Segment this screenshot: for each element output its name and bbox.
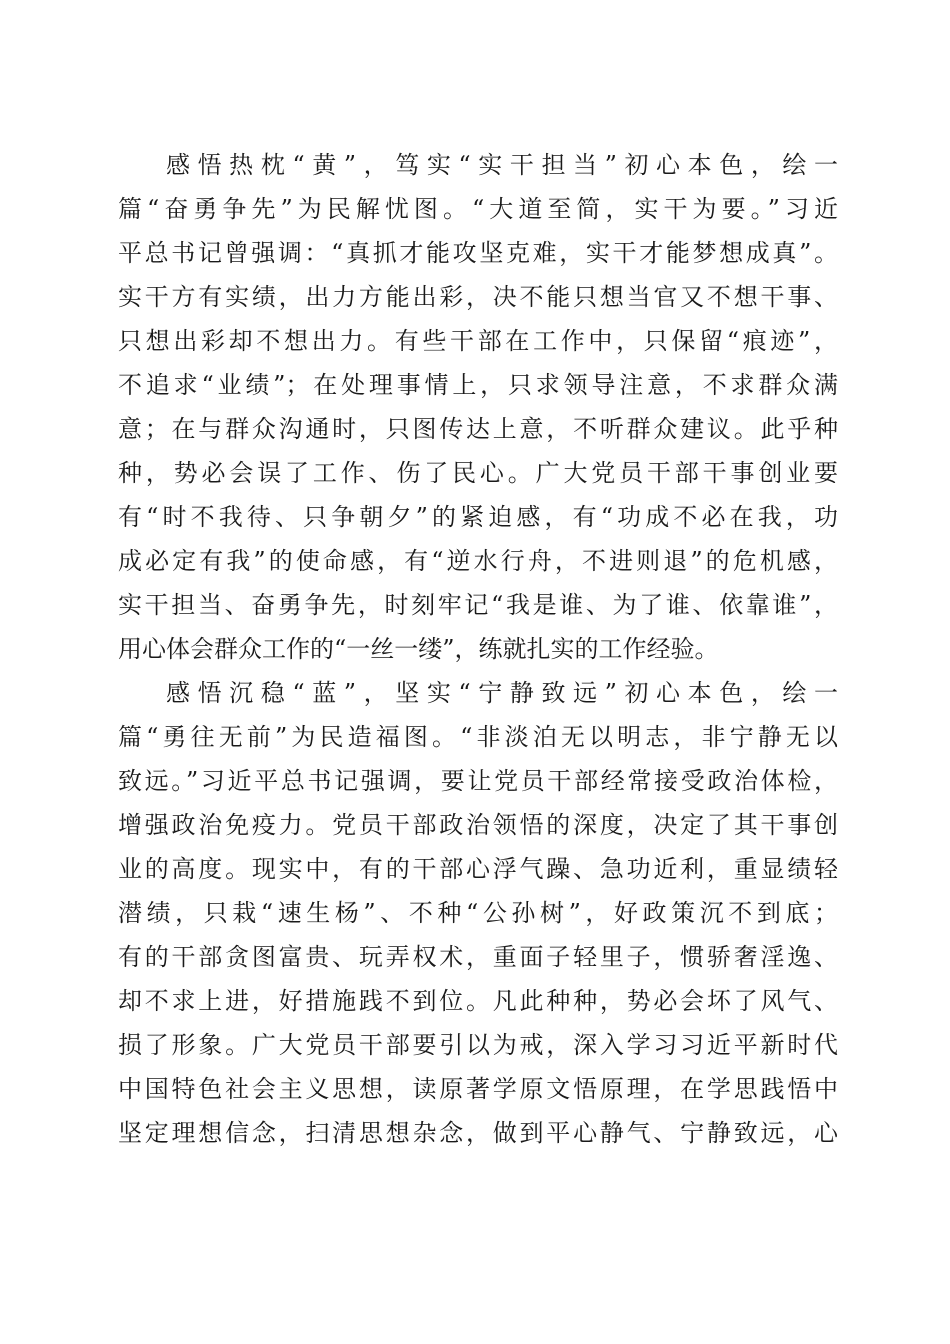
text-line: 平总书记曾强调：“真抓才能攻坚克难，实干才能梦想成真”。 xyxy=(118,239,838,267)
text-line: 种，势必会误了工作、伤了民心。广大党员干部干事创业要 xyxy=(118,459,838,487)
text-line: 感悟热枕“黄”，笃实“实干担当”初心本色，绘一 xyxy=(166,151,838,179)
text-line: 用心体会群众工作的“一丝一缕”，练就扎实的工作经验。 xyxy=(118,635,719,663)
text-line: 篇“奋勇争先”为民解忧图。“大道至简，实干为要。”习近 xyxy=(118,195,838,223)
text-line: 潜绩，只栽“速生杨”、不种“公孙树”，好政策沉不到底； xyxy=(118,899,838,927)
text-line: 业的高度。现实中，有的干部心浮气躁、急功近利，重显绩轻 xyxy=(118,855,838,883)
text-line: 成必定有我”的使命感，有“逆水行舟，不进则退”的危机感， xyxy=(118,547,838,575)
text-line: 实干担当、奋勇争先，时刻牢记“我是谁、为了谁、依靠谁”， xyxy=(118,591,838,619)
text-line: 有“时不我待、只争朝夕”的紧迫感，有“功成不必在我，功 xyxy=(118,503,838,531)
text-line: 篇“勇往无前”为民造福图。“非淡泊无以明志，非宁静无以 xyxy=(118,723,838,751)
text-line: 意；在与群众沟通时，只图传达上意，不听群众建议。此乎种 xyxy=(118,415,838,443)
text-line: 中国特色社会主义思想，读原著学原文悟原理，在学思践悟中 xyxy=(118,1075,838,1103)
text-line: 实干方有实绩，出力方能出彩，决不能只想当官又不想干事、 xyxy=(118,283,838,311)
text-line: 只想出彩却不想出力。有些干部在工作中，只保留“痕迹”， xyxy=(118,327,838,355)
text-line: 增强政治免疫力。党员干部政治领悟的深度，决定了其干事创 xyxy=(118,811,838,839)
text-line: 损了形象。广大党员干部要引以为戒，深入学习习近平新时代 xyxy=(118,1031,838,1059)
text-line: 有的干部贪图富贵、玩弄权术，重面子轻里子，惯骄奢淫逸、 xyxy=(118,943,838,971)
text-line: 致远。”习近平总书记强调，要让党员干部经常接受政治体检， xyxy=(118,767,838,795)
text-line: 坚定理想信念，扫清思想杂念，做到平心静气、宁静致远，心 xyxy=(118,1119,838,1147)
text-line: 不追求“业绩”；在处理事情上，只求领导注意，不求群众满 xyxy=(118,371,838,399)
text-line: 却不求上进，好措施践不到位。凡此种种，势必会坏了风气、 xyxy=(118,987,838,1015)
text-line: 感悟沉稳“蓝”，坚实“宁静致远”初心本色，绘一 xyxy=(166,679,838,707)
